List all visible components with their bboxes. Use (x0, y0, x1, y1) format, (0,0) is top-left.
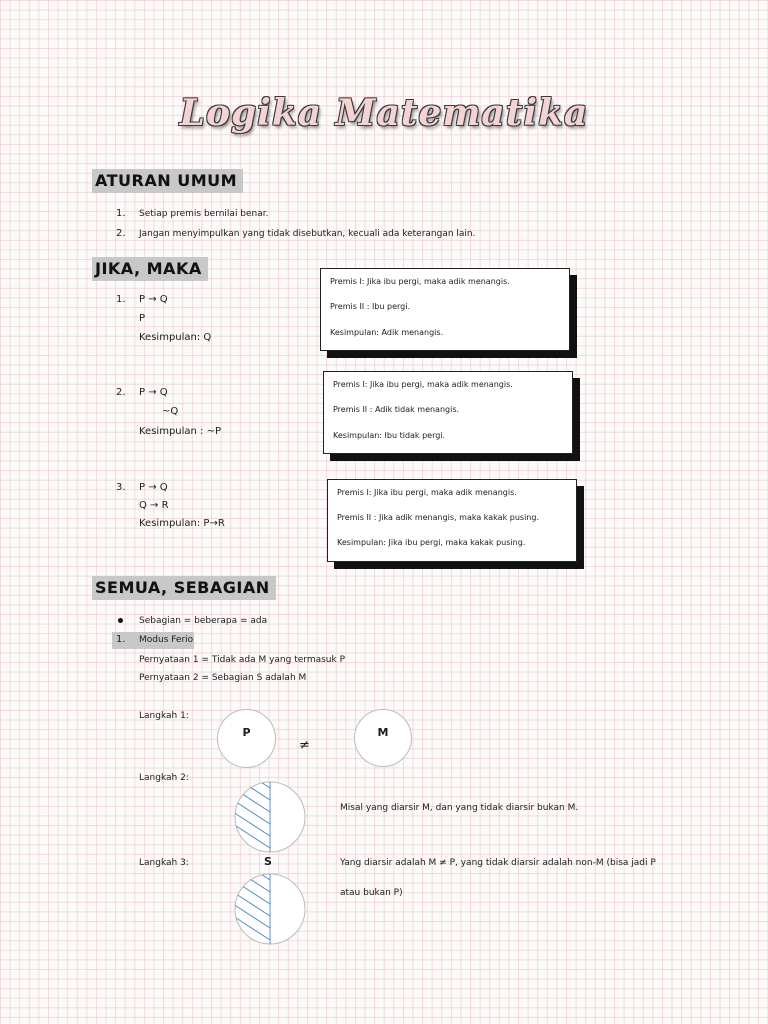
rule-conclusion: Kesimpulan: P→R (139, 518, 225, 529)
pernyataan-1: Pernyataan 1 = Tidak ada M yang termasuk P (139, 655, 345, 665)
venn-circle-p (217, 709, 276, 768)
section-heading-jika-maka (92, 257, 208, 281)
section-heading-semua-sebagian-text: SEMUA, SEBAGIAN (95, 578, 270, 597)
example-premis-1: Premis I: Jika ibu pergi, maka adik menangis. (333, 380, 513, 389)
rule-premise-1: P → Q (139, 482, 168, 493)
list-item-number: 2. (116, 228, 126, 239)
section-heading-aturan-umum-text: ATURAN UMUM (95, 171, 238, 190)
example-box-3 (327, 479, 577, 562)
venn-circle-shaded-step-3 (233, 872, 307, 946)
rule-premise-1: P → Q (139, 387, 168, 398)
example-premis-2: Premis II : Jika adik menangis, maka kakak pusing. (337, 513, 539, 522)
rule-premise-2: P (139, 313, 146, 324)
langkah-2-label: Langkah 2: (139, 773, 189, 783)
rule-conclusion: Kesimpulan: Q (139, 332, 212, 343)
bullet-text: Sebagian = beberapa = ada (139, 616, 268, 626)
pernyataan-2: Pernyataan 2 = Sebagian S adalah M (139, 673, 307, 683)
modus-number: 1. (116, 634, 126, 645)
section-heading-semua-sebagian (92, 576, 276, 600)
langkah-1-label: Langkah 1: (139, 711, 189, 721)
not-equal-symbol: ≠ (299, 738, 310, 753)
langkah-3-note-line-1: Yang diarsir adalah M ≠ P, yang tidak diarsir adalah non-M (bisa jadi P (340, 858, 656, 868)
rule-number: 1. (116, 294, 126, 305)
list-item: Jangan menyimpulkan yang tidak disebutkan, kecuali ada keterangan lain. (139, 229, 476, 239)
rule-premise-2: ~Q (162, 406, 179, 417)
example-premis-2: Premis II : Ibu pergi. (330, 302, 410, 311)
example-kesimpulan: Kesimpulan: Ibu tidak pergi. (333, 431, 446, 440)
langkah-2-note: Misal yang diarsir M, dan yang tidak diarsir bukan M. (340, 803, 579, 813)
example-premis-2: Premis II : Adik tidak menangis. (333, 405, 460, 414)
langkah-3-note-line-2: atau bukan P) (340, 888, 403, 898)
venn-circle-p-label: P (242, 726, 251, 739)
bullet-dot (118, 618, 123, 623)
venn-circle-m-label: M (377, 726, 389, 739)
rule-premise-1: P → Q (139, 294, 168, 305)
section-heading-jika-maka-text: JIKA, MAKA (95, 259, 202, 278)
list-item: Setiap premis bernilai benar. (139, 209, 269, 219)
venn-label-s: S (264, 855, 272, 868)
venn-circle-shaded-step-2 (233, 780, 307, 854)
example-kesimpulan: Kesimpulan: Jika ibu pergi, maka kakak pusing. (337, 538, 526, 547)
example-kesimpulan: Kesimpulan: Adik menangis. (330, 328, 444, 337)
example-premis-1: Premis I: Jika ibu pergi, maka adik menangis. (337, 488, 517, 497)
list-item-number: 1. (116, 208, 126, 219)
section-heading-aturan-umum (92, 169, 243, 193)
rule-number: 2. (116, 387, 126, 398)
rule-premise-2: Q → R (139, 500, 169, 511)
modus-label: Modus Ferio (139, 635, 194, 645)
example-premis-1: Premis I: Jika ibu pergi, maka adik menangis. (330, 277, 510, 286)
page-title: Logika Matematika (179, 92, 589, 134)
rule-number: 3. (116, 482, 126, 493)
example-box-1 (320, 268, 570, 351)
example-box-2 (323, 371, 573, 454)
venn-circle-m (354, 709, 412, 767)
langkah-3-label: Langkah 3: (139, 858, 189, 868)
rule-conclusion: Kesimpulan : ~P (139, 426, 222, 437)
